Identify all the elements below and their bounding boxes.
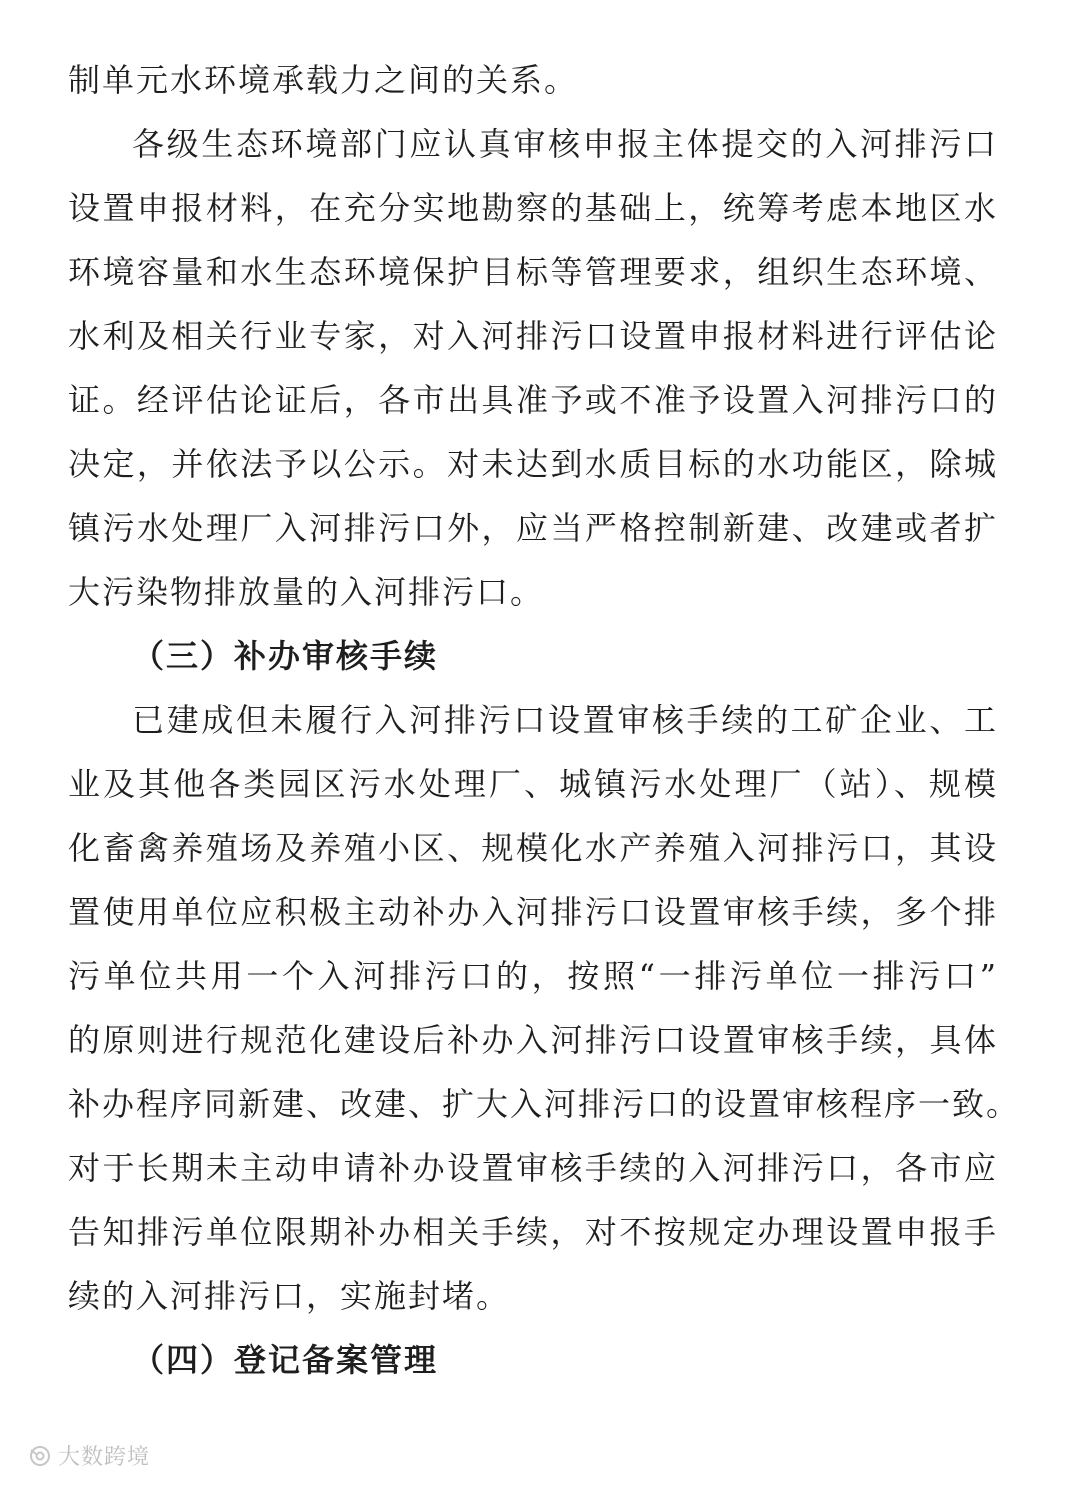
brand-logo-icon xyxy=(28,1444,52,1468)
paragraph-line: 大污染物排放量的入河排污口。 xyxy=(68,573,545,611)
document-page xyxy=(68,48,1021,1392)
paragraph-line: 置使用单位应积极主动补办入河排污口设置审核手续，多个排 xyxy=(68,893,998,931)
paragraph-line: 业及其他各类园区污水处理厂、城镇污水处理厂（站）、规模 xyxy=(68,765,998,803)
paragraph-line: 证。经评估论证后，各市出具准予或不准予设置入河排污口的 xyxy=(68,381,998,419)
paragraph-line: 水利及相关行业专家，对入河排污口设置申报材料进行评估论 xyxy=(68,317,998,355)
paragraph-line: 补办程序同新建、改建、扩大入河排污口的设置审核程序一致。 xyxy=(68,1085,1021,1123)
paragraph-line: 已建成但未履行入河排污口设置审核手续的工矿企业、工 xyxy=(132,701,998,739)
paragraph-line: 决定，并依法予以公示。对未达到水质目标的水功能区，除城 xyxy=(68,445,998,483)
watermark xyxy=(28,1440,150,1471)
section-heading-4: （四）登记备案管理 xyxy=(132,1341,439,1379)
section-heading-3: （三）补办审核手续 xyxy=(132,637,439,675)
paragraph-line: 的原则进行规范化建设后补办入河排污口设置审核手续，具体 xyxy=(68,1021,998,1059)
watermark-text: 大数跨境 xyxy=(58,1445,151,1470)
paragraph-line: 对于长期未主动申请补办设置审核手续的入河排污口，各市应 xyxy=(68,1149,998,1187)
paragraph-line: 镇污水处理厂入河排污口外，应当严格控制新建、改建或者扩 xyxy=(68,509,998,547)
paragraph-line: 告知排污单位限期补办相关手续，对不按规定办理设置申报手 xyxy=(68,1213,998,1251)
paragraph-line: 污单位共用一个入河排污口的，按照“一排污单位一排污口” xyxy=(68,957,998,995)
paragraph-line: 设置申报材料，在充分实地勘察的基础上，统筹考虑本地区水 xyxy=(68,189,998,227)
paragraph-line: 化畜禽养殖场及养殖小区、规模化水产养殖入河排污口，其设 xyxy=(68,829,998,867)
paragraph-line: 续的入河排污口，实施封堵。 xyxy=(68,1277,511,1315)
paragraph-line: 环境容量和水生态环境保护目标等管理要求，组织生态环境、 xyxy=(68,253,998,291)
paragraph-line: 制单元水环境承载力之间的关系。 xyxy=(68,61,579,99)
paragraph-line: 各级生态环境部门应认真审核申报主体提交的入河排污口 xyxy=(132,125,998,163)
